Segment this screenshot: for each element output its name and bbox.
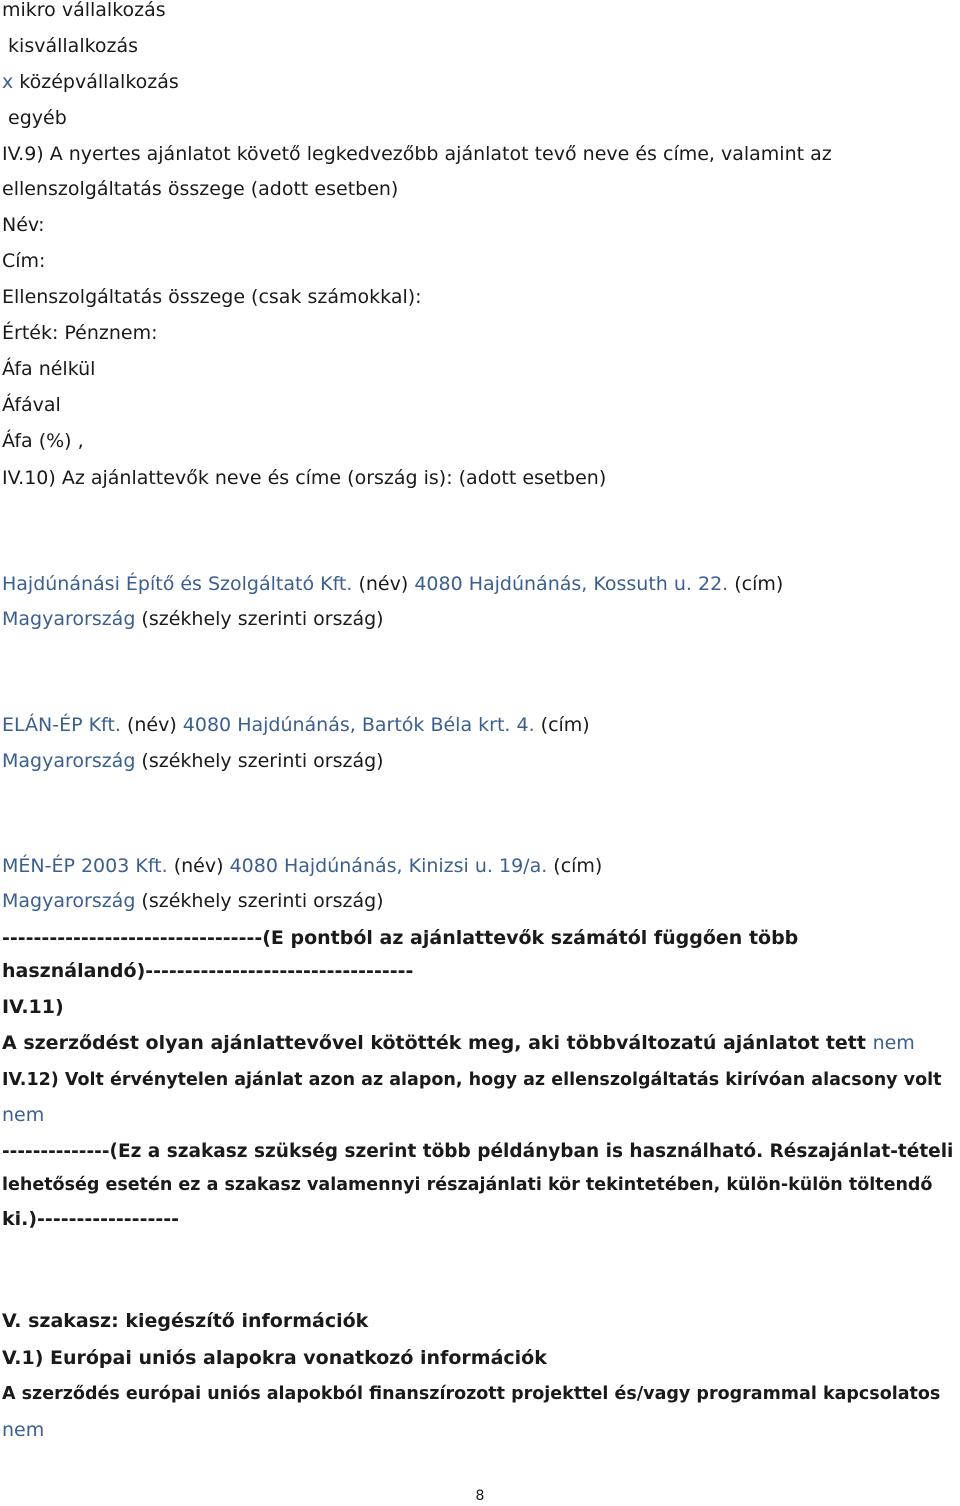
bidder-3-line: MÉN-ÉP 2003 Kft. (név) 4080 Hajdúnánás, Kinizsi u. 19/a. (cím): [2, 855, 603, 877]
iv11-title: IV.11): [2, 996, 64, 1018]
bidder-1-country: Magyarország: [2, 608, 136, 630]
page-number: 8: [475, 1488, 485, 1504]
bidder-1-name: Hajdúnánási Építő és Szolgáltató Kft.: [2, 573, 353, 595]
iv9-title-line1: IV.9) A nyertes ajánlatot követő legkedvezőbb ajánlatot tevő neve és címe, valamint az: [2, 143, 832, 165]
iv10-title: IV.10) Az ajánlattevők neve és címe (ország is): (adott esetben): [2, 467, 607, 489]
option-medium: x középvállalkozás: [2, 71, 179, 93]
bidder-3-country: Magyarország: [2, 890, 136, 912]
iv9-amount-label: Ellenszolgáltatás összege (csak számokkal):: [2, 286, 422, 308]
bidder-3-name: MÉN-ÉP 2003 Kft.: [2, 855, 168, 877]
option-other: egyéb: [8, 107, 67, 129]
selected-mark: x: [2, 71, 14, 93]
bidder-2-name: ELÁN-ÉP Kft.: [2, 714, 121, 736]
option-micro: mikro vállalkozás: [2, 0, 166, 21]
iv9-vat-percent: Áfa (%) ,: [2, 430, 84, 452]
bidder-2-country: Magyarország: [2, 750, 136, 772]
iv9-without-vat: Áfa nélkül: [2, 358, 96, 380]
option-small: kisvállalkozás: [8, 35, 139, 57]
iv11-question-line: A szerződést olyan ajánlattevővel kötötték meg, aki többváltozatú ajánlatot tett nem: [2, 1032, 915, 1054]
iv9-title-line2: ellenszolgáltatás összege (adott esetben): [2, 178, 399, 200]
v1-answer: nem: [2, 1419, 45, 1441]
bidder-2-address: 4080 Hajdúnánás, Bartók Béla krt. 4.: [182, 714, 535, 736]
iv12-question: IV.12) Volt érvénytelen ajánlat azon az alapon, hogy az ellenszolgáltatás kirívóan alacsony volt: [2, 1070, 942, 1090]
iv9-name-label: Név:: [2, 214, 45, 236]
bidder-3-address: 4080 Hajdúnánás, Kinizsi u. 19/a.: [229, 855, 548, 877]
iv9-with-vat: Áfával: [2, 394, 61, 416]
bidder-1-country-line: Magyarország (székhely szerinti ország): [2, 608, 384, 630]
iv12-note-line1: --------------(Ez a szakasz szükség szerint több példányban is használható. Részajánlat-tételi: [2, 1141, 954, 1162]
iv9-value-currency: Érték: Pénznem:: [2, 322, 158, 344]
iv12-note-line3: ki.)------------------: [2, 1208, 179, 1230]
bidder-3-country-line: Magyarország (székhely szerinti ország): [2, 890, 384, 912]
iv12-answer: nem: [2, 1104, 45, 1126]
iv11-answer: nem: [872, 1032, 915, 1054]
bidder-1-address: 4080 Hajdúnánás, Kossuth u. 22.: [414, 573, 729, 595]
v1-question: A szerződés európai uniós alapokból finanszírozott projekttel és/vagy programmal kapcsolatos: [2, 1384, 941, 1404]
bidder-1-line: Hajdúnánási Építő és Szolgáltató Kft. (név) 4080 Hajdúnánás, Kossuth u. 22. (cím): [2, 573, 784, 595]
iv12-note-line2: lehetőség esetén ez a szakasz valamennyi részajánlati kör tekintetében, külön-külön töltendő: [2, 1175, 933, 1195]
v1-title: V.1) Európai uniós alapokra vonatkozó információk: [2, 1347, 547, 1369]
bidder-2-country-line: Magyarország (székhely szerinti ország): [2, 750, 384, 772]
section-v-title: V. szakasz: kiegészítő információk: [2, 1310, 369, 1332]
iv10-separator-line1: ---------------------------------(E pontból az ajánlattevők számától függően több: [2, 927, 799, 949]
iv10-separator-line2: használandó)----------------------------------: [2, 960, 414, 982]
bidder-2-line: ELÁN-ÉP Kft. (név) 4080 Hajdúnánás, Bartók Béla krt. 4. (cím): [2, 714, 590, 736]
iv9-address-label: Cím:: [2, 250, 46, 272]
